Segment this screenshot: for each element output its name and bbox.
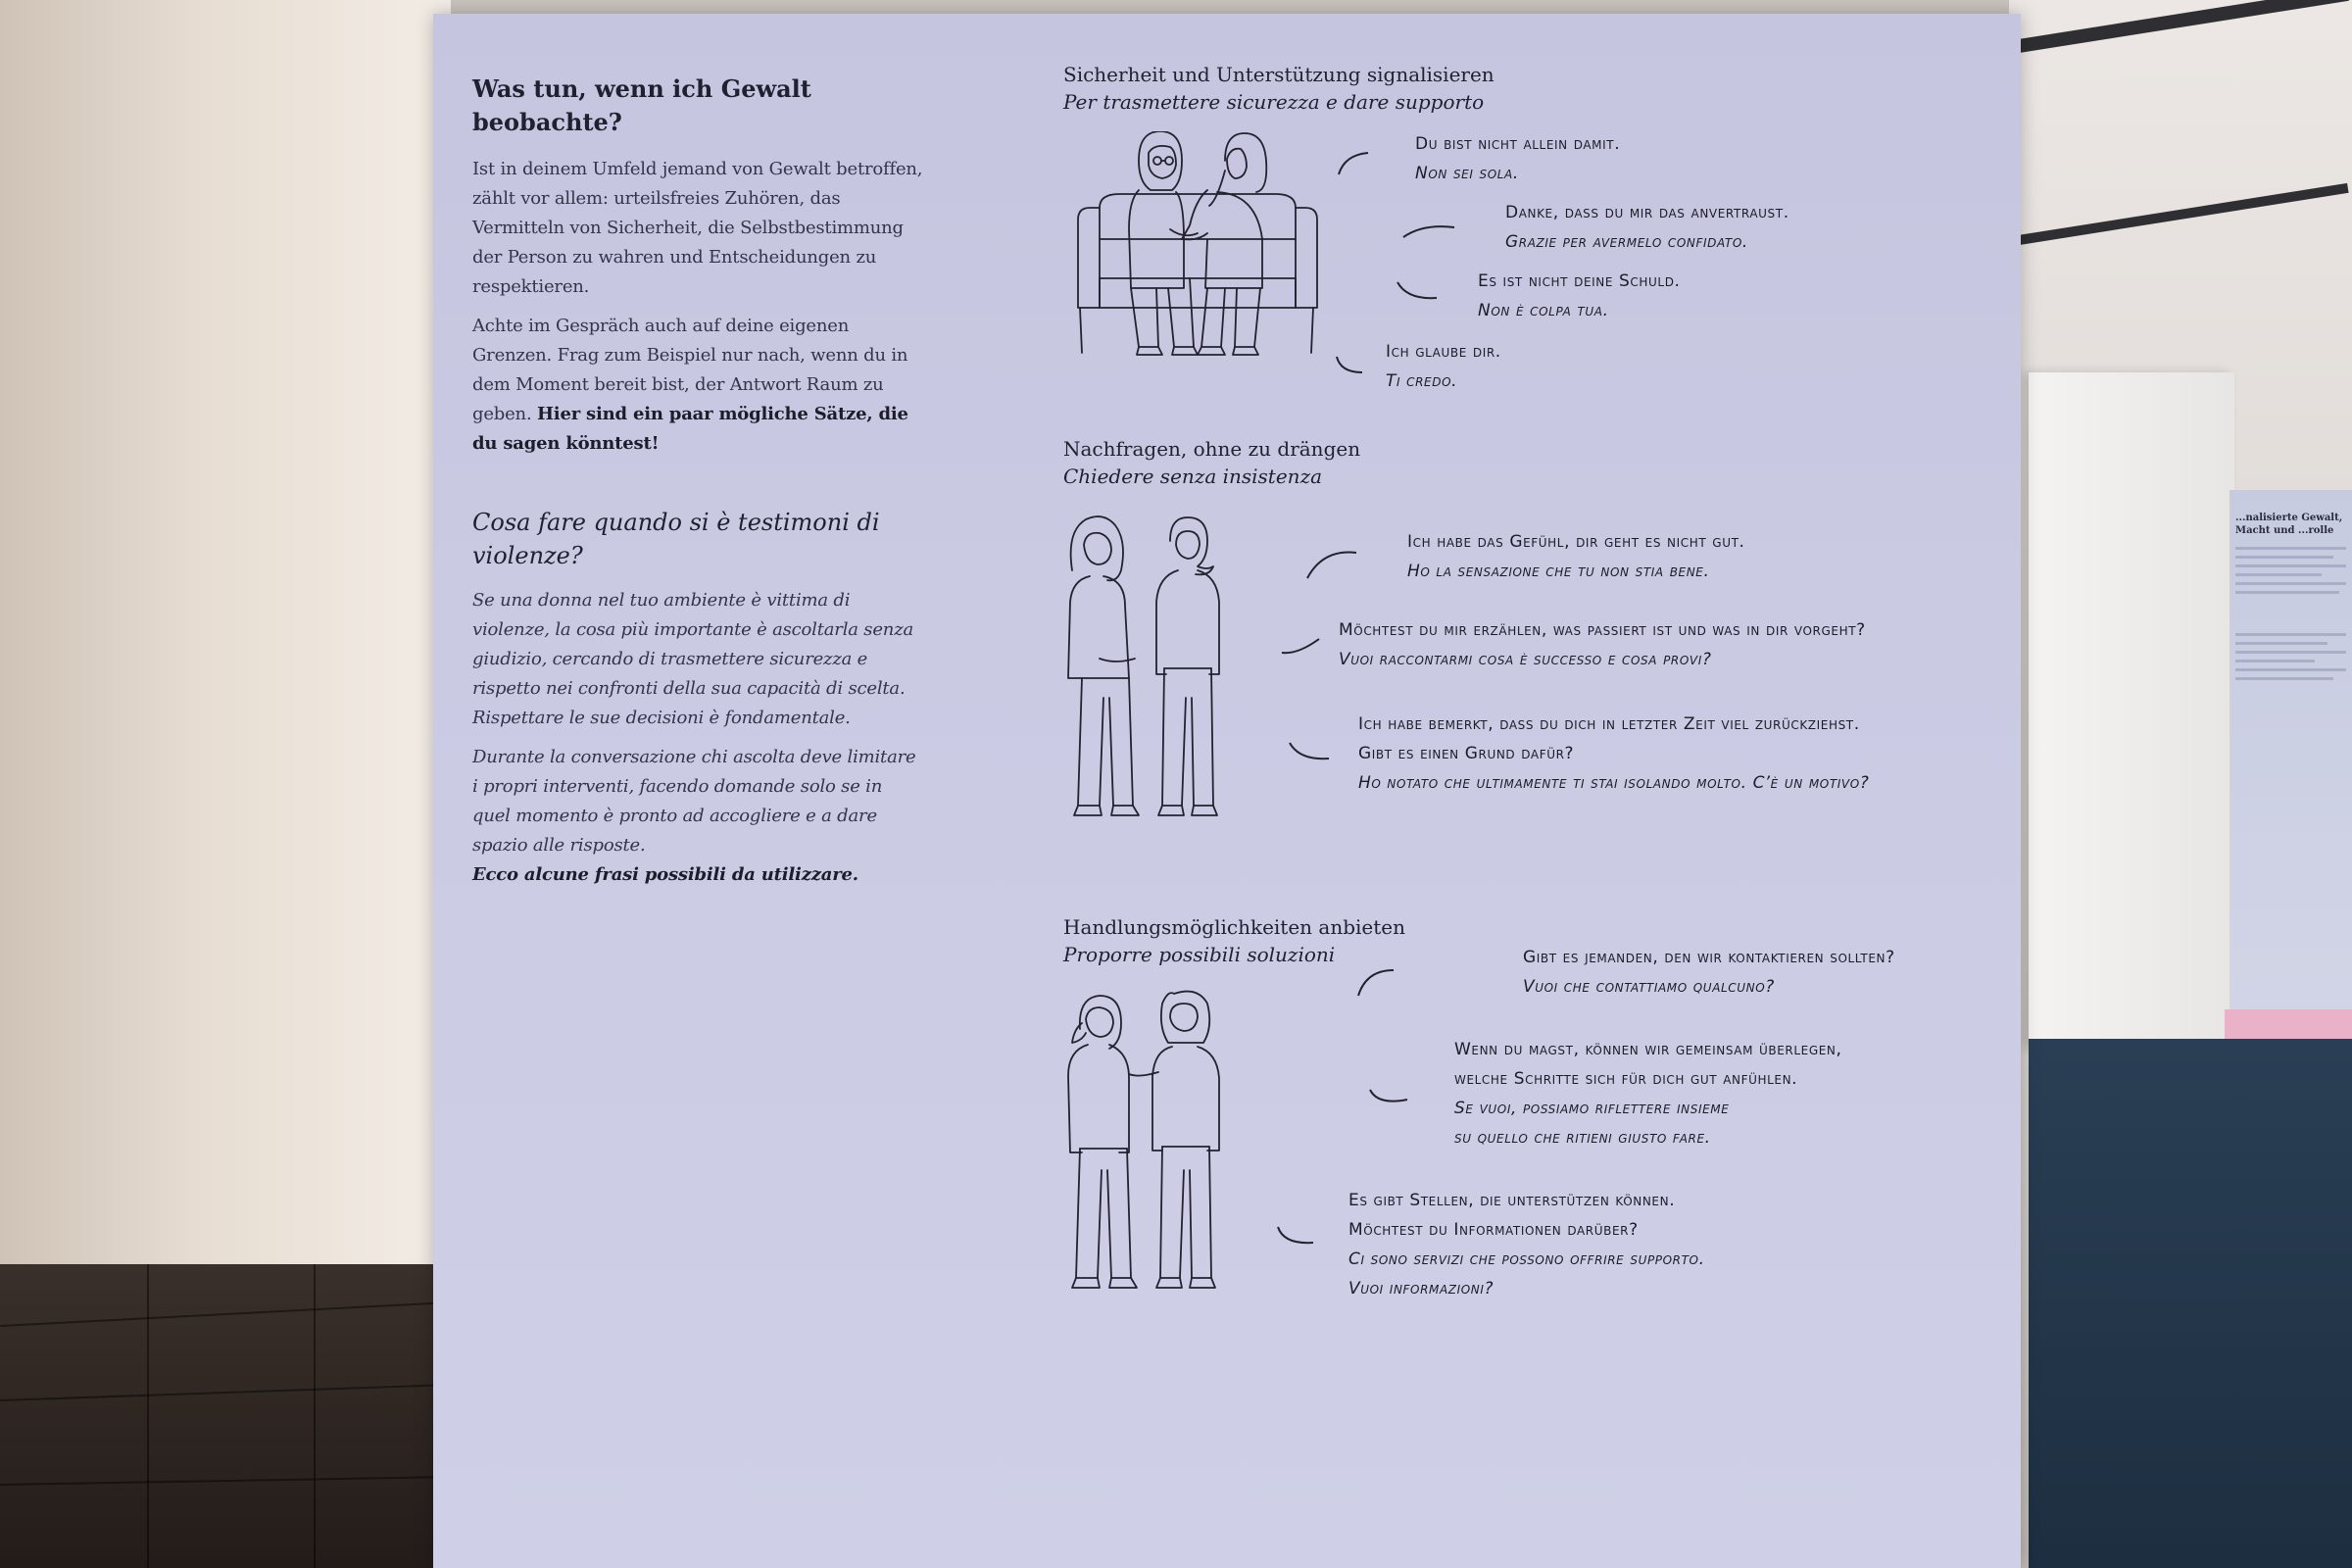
quote-1-4: Ich glaube dir. Ti credo. [1386,342,1501,391]
section-title-it: Proporre possibili soluzioni [1063,943,1336,966]
intro-paragraph-it-1: Se una donna nel tuo ambiente è vittima di violenze, la cosa più importante è ascoltarla senza giudizio, cercando di trasmettere sicurezza e rispetto nei confronti della sua capacità di scelta. Rispettare le sue decisioni è fondamentale. [472,590,914,728]
exhibit-panel-white [2029,372,2234,1049]
section-title-it: Chiedere senza insistenza [1063,465,1323,488]
info-board [433,14,2021,1568]
exhibit-panel-title: ...nalisierte Gewalt, Macht und ...rolle [2235,513,2343,536]
intro-paragraph-de-1: Ist in deinem Umfeld jemand von Gewalt betroffen, zählt vor allem: urteilsfreies Zuhören, das Vermitteln von Sicherheit, die Selbstbestimmung der Person zu wahren und Entscheidungen zu respektieren. [472,159,923,297]
speech-tick [1333,353,1372,382]
speech-tick [1399,221,1458,241]
quote-1-2: Danke, dass du mir das anvertraust. Grazie per avermelo confidato. [1505,203,1789,252]
heading-de: Was tun, wenn ich Gewalt beobachte? [472,74,811,136]
speech-tick [1335,149,1374,178]
section-title-de: Sicherheit und Unterstützung signalisieren [1063,63,1494,86]
intro-callout-it: Ecco alcune frasi possibili da utilizzare. [472,864,858,885]
two-women-sofa-illustration [1060,131,1335,367]
speech-tick [1274,1223,1323,1252]
quote-3-1: Gibt es jemanden, den wir kontaktieren sollten? Vuoi che contattiamo qualcuno? [1523,948,1895,997]
two-women-talking-illustration [1060,512,1256,845]
section-title-it: Per trasmettere sicurezza e dare supporto [1063,90,1485,114]
quote-1-3: Es ist nicht deine Schuld. Non è colpa tua. [1478,271,1681,320]
speech-tick [1354,960,1403,1000]
intro-paragraph-de-2: Achte im Gespräch auch auf deine eigenen Grenzen. Frag zum Beispiel nur nach, wenn du in dem Moment bereit bist, der Antwort Raum zu geben. Hier sind ein paar mögliche Sätze, die du sagen könntest! [472,316,908,454]
heading-it: Cosa fare quando si è testimoni di violenze? [472,509,880,569]
intro-callout-de: Hier sind ein paar mögliche Sätze, die du sagen könntest! [472,404,908,454]
speech-tick [1278,631,1327,661]
quote-3-3: Es gibt Stellen, die unterstützen können. Möchtest du Informationen darüber? Ci sono servizi che possono offrire supporto. Vuoi informazioni? [1348,1191,1705,1298]
quote-2-3: Ich habe bemerkt, dass du dich in letzter Zeit viel zurückziehst. Gibt es einen Grund dafür? Ho notato che ultimamente ti stai isolando molto. C’è un motivo? [1358,714,1870,793]
display-cabinet [2029,1039,2352,1568]
gallery-floor [0,1264,451,1568]
intro-paragraph-it-2: Durante la conversazione chi ascolta deve limitare i propri interventi, facendo domande solo se in quel momento è pronto ad accogliere e a dare spazio alle risposte. Ecco alcune frasi possibili da utilizzare. [472,747,916,885]
speech-tick [1366,1084,1415,1113]
quote-2-2: Möchtest du mir erzählen, was passiert ist und was in dir vorgeht? Vuoi raccontarmi cosa è successo e cosa provi? [1339,620,1866,669]
speech-tick [1286,739,1335,768]
counter-top [2225,1009,2352,1039]
quote-3-2: Wenn du magst, können wir gemeinsam überlegen, welche Schritte sich für dich gut anfühlen. Se vuoi, possiamo riflettere insieme su quello che ritieni giusto fare. [1454,1040,1842,1148]
intro-column [472,73,923,900]
section-ask [1063,435,1360,490]
section-title-de: Handlungsmöglichkeiten anbieten [1063,915,1406,939]
speech-tick [1394,278,1443,308]
two-women-standing-illustration [1060,984,1256,1317]
exhibit-panel-blue [2230,490,2352,1039]
quote-2-1: Ich habe das Gefühl, dir geht es nicht gut. Ho la sensazione che tu non stia bene. [1407,532,1745,581]
section-support [1063,61,1494,116]
speech-tick [1303,543,1362,582]
quote-1-1: Du bist nicht allein damit. Non sei sola. [1415,134,1621,183]
section-title-de: Nachfragen, ohne zu drängen [1063,437,1361,461]
gallery-wall-left [0,0,451,1274]
